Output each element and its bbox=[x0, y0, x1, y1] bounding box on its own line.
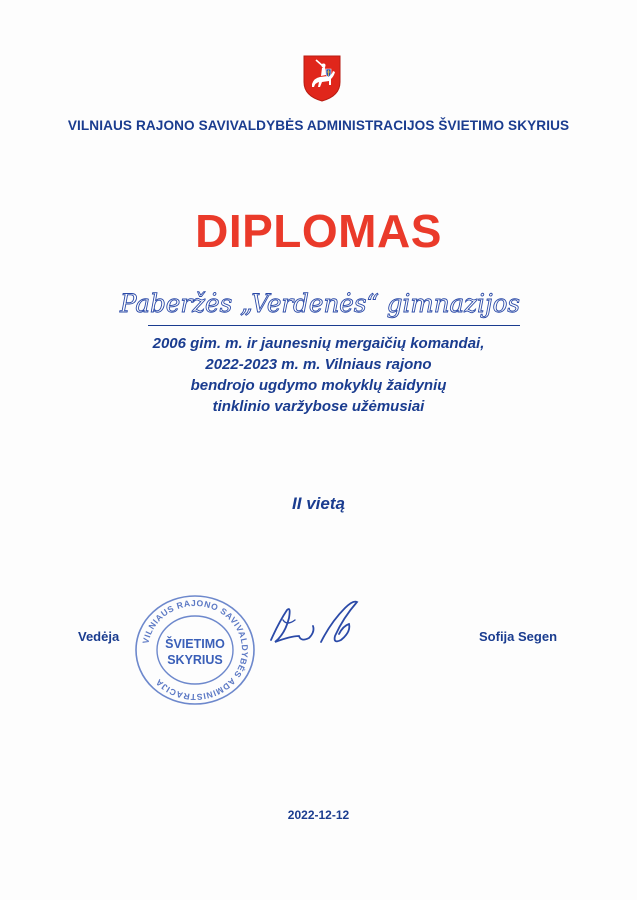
handwritten-signature bbox=[265, 596, 385, 656]
recipient-underline bbox=[148, 325, 520, 326]
stamp-ring-path: VILNIAUS RAJONO SAVIVALDYBĖS ADMINISTRACIJA bbox=[140, 597, 251, 703]
award-description bbox=[0, 333, 637, 417]
stamp-center-line2: SKYRIUS bbox=[167, 653, 223, 667]
description-line: 2006 gim. m. ir jaunesnių mergaičių komandai, bbox=[152, 335, 485, 352]
issuer-header: VILNIAUS RAJONO SAVIVALDYBĖS ADMINISTRACIJOS ŠVIETIMO SKYRIUS bbox=[67, 118, 570, 133]
recipient-handwriting bbox=[118, 276, 538, 330]
awarded-place: II vietą bbox=[292, 494, 345, 513]
description-line: tinklinio varžybose užėmusiai bbox=[212, 398, 425, 415]
diploma-title: DIPLOMAS bbox=[195, 205, 442, 257]
official-stamp bbox=[133, 594, 257, 706]
signatory-role: Vedėja bbox=[78, 629, 120, 644]
recipient-handwriting-text: Paberžės „Verdenės“ gimnazijos bbox=[119, 289, 520, 318]
stamp-center-line1: ŠVIETIMO bbox=[165, 637, 225, 651]
description-line: bendrojo ugdymo mokyklų žaidynių bbox=[190, 377, 447, 394]
signatory-name: Sofija Segen bbox=[479, 629, 558, 644]
issue-date: 2022-12-12 bbox=[287, 808, 350, 822]
description-line: 2022-2023 m. m. Vilniaus rajono bbox=[205, 356, 432, 373]
vytis-coat-of-arms-icon bbox=[302, 54, 342, 102]
